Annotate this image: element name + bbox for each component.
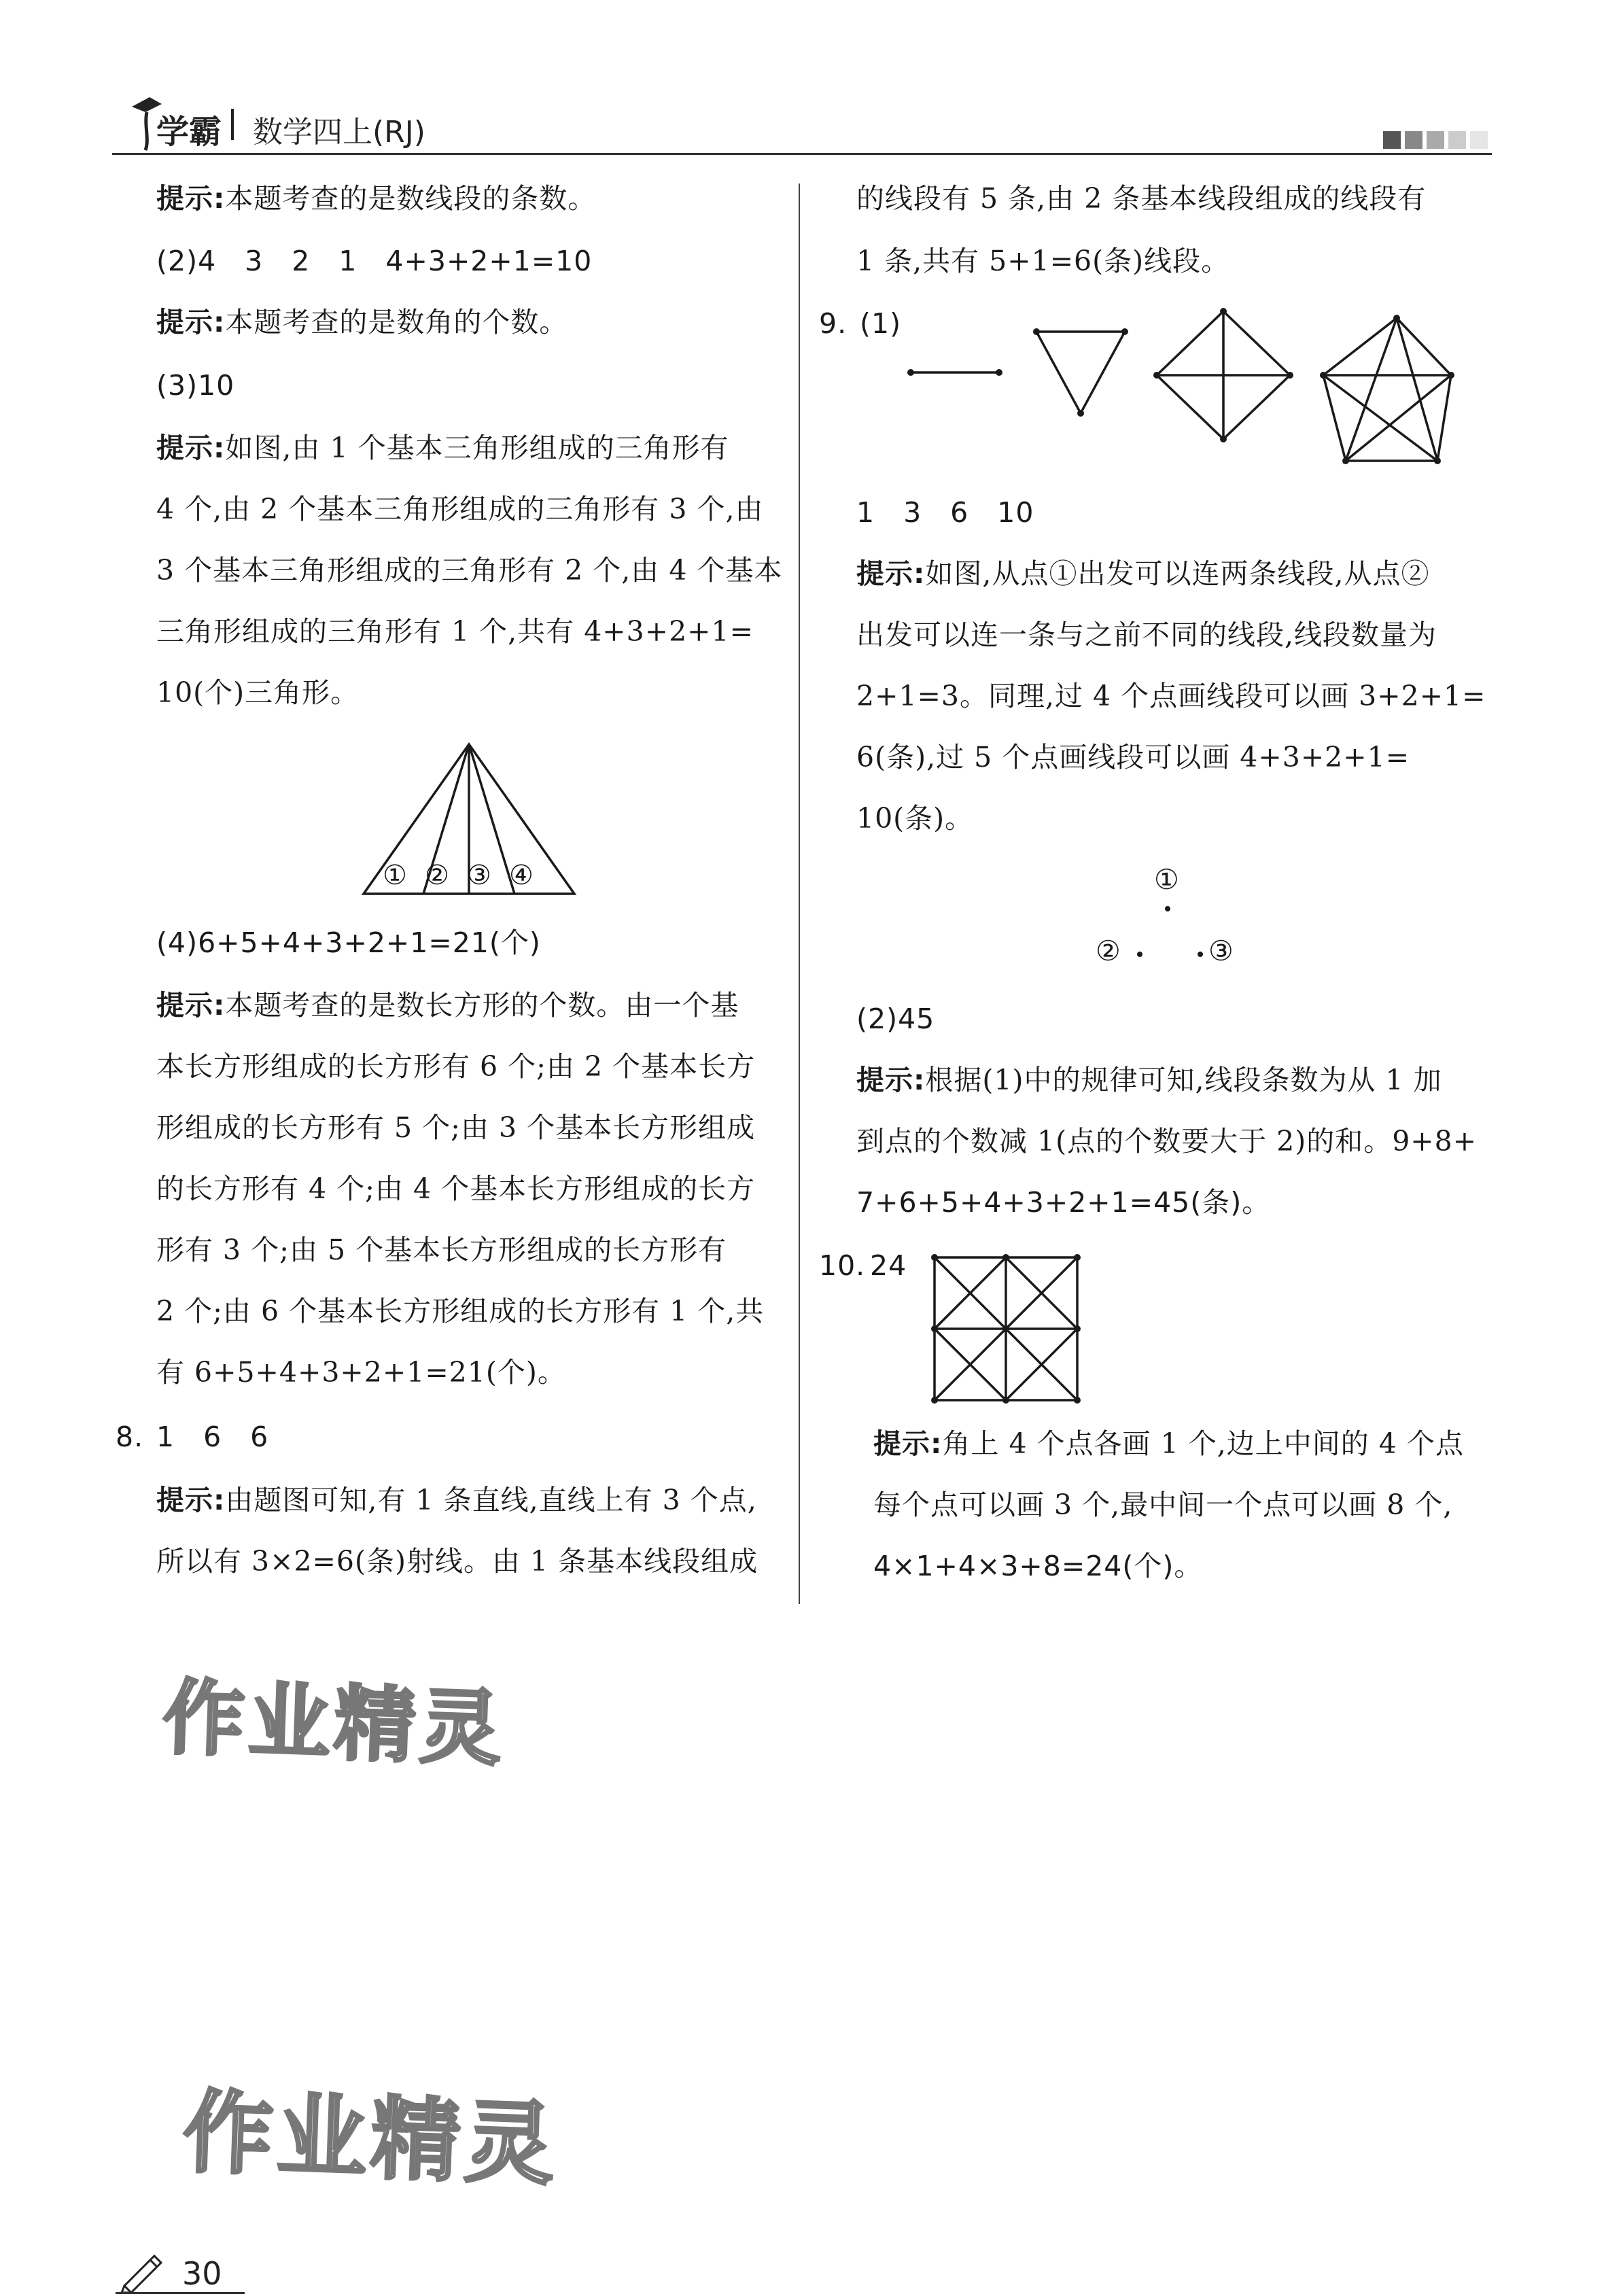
right-line-3: 1 3 6 10 [856,496,1034,529]
question-10-number: 10. [819,1249,866,1282]
header-logo [129,92,156,146]
left-line-17: 有 6+5+4+3+2+1=21(个)。 [156,1356,566,1389]
point-label-1: ① [1154,863,1180,896]
brand-title: 学霸 [156,113,222,151]
watermark-1: 作业精灵 [161,1671,507,1777]
right-line-1: 的线段有 5 条,由 2 条基本线段组成的线段有 [856,182,1427,215]
left-line-14: 的长方形有 4 个;由 4 个基本长方形组成的长方 [156,1172,756,1205]
point-label-3: ③ [1208,935,1234,967]
left-line-11: 提示:本题考查的是数长方形的个数。由一个基 [156,989,739,1022]
point-dot-1 [1165,906,1170,911]
polygon-figures [897,299,1482,476]
right-line-9: (2)45 [856,1003,935,1035]
left-line-6: 4 个,由 2 个基本三角形组成的三角形有 3 个,由 [156,493,764,525]
right-line-7: 6(条),过 5 个点画线段可以画 4+3+2+1= [856,741,1410,773]
right-line-14: 每个点可以画 3 个,最中间一个点可以画 8 个, [873,1489,1453,1521]
left-line-8: 三角形组成的三角形有 1 个,共有 4+3+2+1= [156,615,754,648]
triangle-label-1: ① [383,860,408,891]
right-line-13: 提示:角上 4 个点各画 1 个,边上中间的 4 个点 [873,1427,1464,1460]
left-line-2: (2)4 3 2 1 4+3+2+1=10 [156,245,593,277]
grid-figure [928,1251,1084,1407]
left-line-4: (3)10 [156,369,235,402]
question-10-answer: 24 [870,1249,907,1282]
right-line-5: 出发可以连一条与之前不同的线段,线段数量为 [856,619,1437,651]
question-8-number: 8. [116,1421,144,1453]
left-line-7: 3 个基本三角形组成的三角形有 2 个,由 4 个基本 [156,554,783,587]
watermark-2: 作业精灵 [181,2080,561,2198]
question-9-number: 9. [819,307,848,340]
header-square-5 [1470,131,1488,149]
left-line-9: 10(个)三角形。 [156,676,360,709]
header-square-3 [1427,131,1444,149]
left-line-12: 本长方形组成的长方形有 6 个;由 2 个基本长方 [156,1050,756,1083]
pencil-icon [119,2253,167,2294]
left-line-10: (4)6+5+4+3+2+1=21(个) [156,926,541,959]
triangle-label-4: ④ [509,860,534,891]
question-9-part-1: (1) [860,307,902,340]
left-line-16: 2 个;由 6 个基本长方形组成的长方形有 1 个,共 [156,1295,765,1327]
footer-rule [116,2292,245,2294]
right-line-2: 1 条,共有 5+1=6(条)线段。 [856,245,1230,277]
right-line-12: 7+6+5+4+3+2+1=45(条)。 [856,1186,1271,1219]
point-dot-3 [1198,952,1203,957]
left-line-13: 形组成的长方形有 5 个;由 3 个基本长方形组成 [156,1111,756,1144]
left-line-1: 提示:本题考查的是数线段的条数。 [156,182,597,215]
left-line-15: 形有 3 个;由 5 个基本长方形组成的长方形有 [156,1234,727,1266]
point-label-2: ② [1096,935,1121,967]
left-line-18: 提示:由题图可知,有 1 条直线,直线上有 3 个点, [156,1484,757,1516]
header-square-2 [1405,131,1422,149]
left-line-5: 提示:如图,由 1 个基本三角形组成的三角形有 [156,432,729,464]
header-square-1 [1383,131,1401,149]
header-square-4 [1448,131,1466,149]
header-rule [112,153,1492,155]
right-line-11: 到点的个数减 1(点的个数要大于 2)的和。9+8+ [856,1125,1478,1158]
question-8-answer: 1 6 6 [156,1421,269,1453]
triangle-label-3: ③ [467,860,492,891]
header-separator [231,109,234,140]
right-line-10: 提示:根据(1)中的规律可知,线段条数为从 1 加 [856,1064,1442,1096]
book-title: 数学四上(RJ) [253,115,425,150]
page-number: 30 [182,2255,222,2292]
triangle-label-2: ② [425,860,450,891]
point-dot-2 [1137,952,1142,957]
right-line-8: 10(条)。 [856,802,974,835]
right-line-4: 提示:如图,从点①出发可以连两条线段,从点② [856,557,1430,590]
right-line-15: 4×1+4×3+8=24(个)。 [873,1550,1203,1582]
left-line-19: 所以有 3×2=6(条)射线。由 1 条基本线段组成 [156,1545,758,1578]
column-divider [799,184,800,1604]
right-line-6: 2+1=3。同理,过 4 个点画线段可以画 3+2+1= [856,680,1486,712]
left-line-3: 提示:本题考查的是数角的个数。 [156,306,568,338]
